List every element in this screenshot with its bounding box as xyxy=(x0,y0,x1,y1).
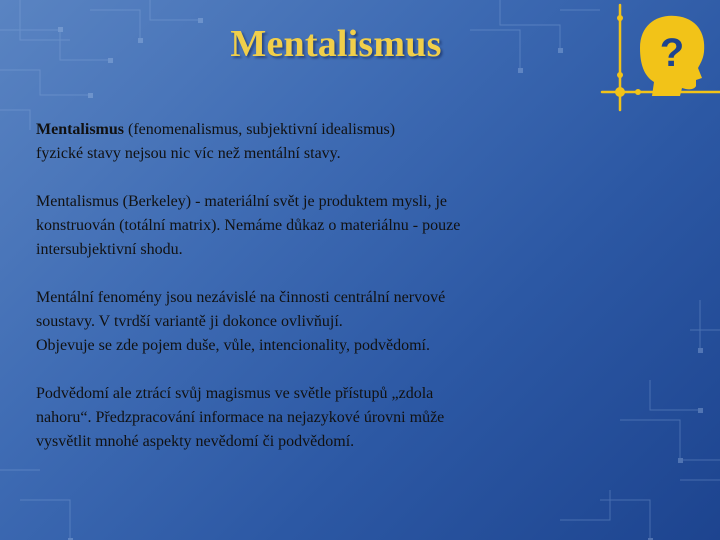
paragraph-subconscious xyxy=(36,382,576,454)
text-line: Podvědomí ale ztrácí svůj magismus ve světle přístupů „zdola xyxy=(36,385,434,402)
text-line: Objevuje se zde pojem duše, vůle, intencionality, podvědomí. xyxy=(36,337,430,354)
text-line: vysvětlit mnohé aspekty nevědomí či podvědomí. xyxy=(36,433,355,450)
svg-text:?: ? xyxy=(659,31,685,75)
text-line: nahoru“. Předzpracování informace na nejazykové úrovni může xyxy=(36,409,445,426)
text-line: fyzické stavy nejsou nic víc než mentální stavy. xyxy=(36,145,341,162)
head-question-mark-icon xyxy=(598,0,720,120)
slide-content xyxy=(36,118,576,478)
paragraph-mental-phenomena xyxy=(36,286,576,358)
slide-title: Mentalismus xyxy=(230,23,442,65)
term-bold: Mentalismus xyxy=(36,121,124,138)
text-line: soustavy. V tvrdší variantě ji dokonce ovlivňují. xyxy=(36,313,343,330)
paragraph-definition xyxy=(36,118,576,166)
text-line: konstruován (totální matrix). Nemáme důkaz o materiálnu - pouze xyxy=(36,217,461,234)
text-line: Mentalismus (Berkeley) - materiální svět je produktem mysli, je xyxy=(36,193,448,210)
text-line: Mentální fenomény jsou nezávislé na činnosti centrální nervové xyxy=(36,289,446,306)
text-line xyxy=(36,118,576,142)
term-description: (fenomenalismus, subjektivní idealismus) xyxy=(124,121,396,138)
paragraph-berkeley xyxy=(36,190,576,262)
text-line: intersubjektivní shodu. xyxy=(36,241,183,258)
